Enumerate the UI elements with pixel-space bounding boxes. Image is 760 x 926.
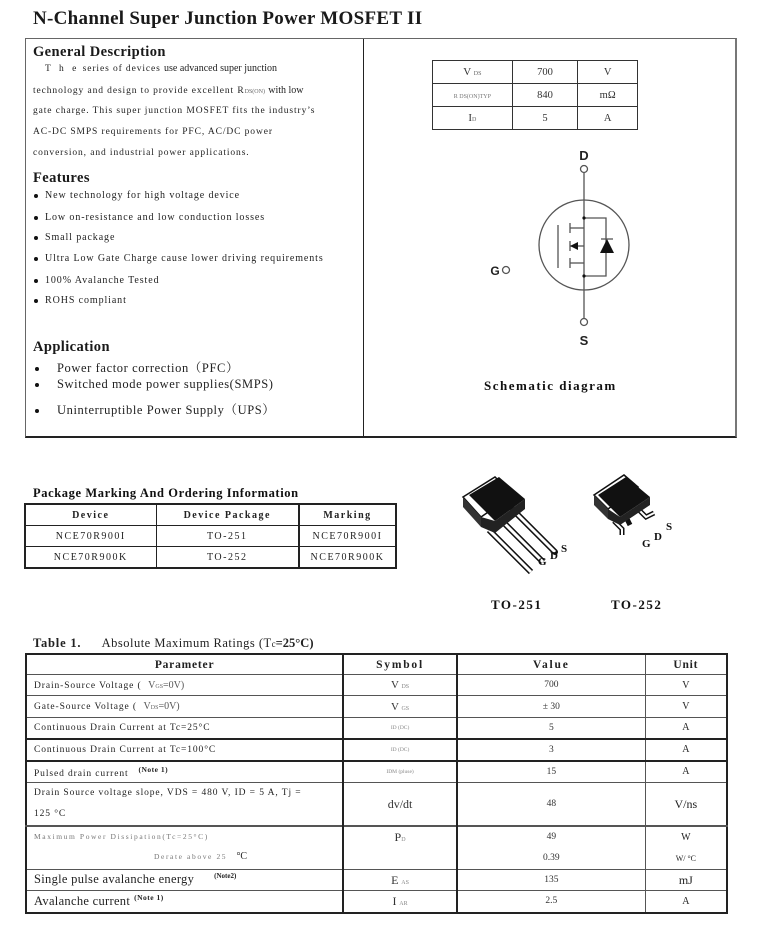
- bullet-icon: [34, 299, 38, 303]
- value-cell: 5: [457, 718, 645, 739]
- package-cell: TO-251: [156, 526, 299, 547]
- drain-terminal: [581, 166, 588, 173]
- spec-unit: mΩ: [578, 84, 638, 107]
- symbol-cell: dv/dt: [343, 783, 457, 827]
- note-ref: (Note2): [214, 872, 237, 881]
- general-description-heading: General Description: [33, 44, 166, 60]
- value-cell: 49 0.39: [457, 826, 645, 870]
- unit-cell: mJ: [645, 870, 727, 891]
- feature-text: ROHS compliant: [45, 295, 127, 306]
- bullet-icon: [34, 216, 38, 220]
- param-cell: Continuous Drain Current at Tc=100°C: [26, 739, 343, 761]
- table-row: [26, 826, 727, 870]
- spec-param: V DS: [433, 61, 513, 84]
- to251-package-image: [455, 465, 585, 575]
- to252-pin-s: S: [666, 521, 673, 533]
- features-heading: Features: [33, 170, 90, 186]
- mosfet-schematic: [470, 140, 670, 370]
- description-text: with low: [268, 85, 304, 96]
- spec-param: R DS(ON)TYP: [433, 84, 513, 107]
- table-number: Table 1.: [33, 636, 82, 650]
- feature-item: [34, 212, 265, 223]
- feature-text: Ultra Low Gate Charge cause lower driving requirements: [45, 253, 324, 264]
- description-line-1: [45, 63, 277, 74]
- param-cell: Avalanche current $^{(Note 1)}$: [26, 891, 343, 913]
- feature-text: Low on-resistance and low conduction losses: [45, 212, 266, 223]
- ordering-title: Package Marking And Ordering Information: [33, 486, 299, 500]
- note-ref: (Note 1): [134, 893, 164, 903]
- gate-terminal: [503, 267, 510, 274]
- table-row: [26, 696, 727, 718]
- marking-cell: NCE70R900K: [299, 547, 396, 569]
- description-text: technology and design to provide excellent R: [33, 86, 245, 96]
- table-row: [26, 761, 727, 783]
- bullet-icon: [35, 383, 39, 387]
- spec-row: [433, 84, 638, 107]
- table-header-row: [25, 504, 396, 526]
- bullet-icon: [34, 257, 38, 261]
- symbol-cell: PD: [343, 826, 457, 870]
- spec-row: [433, 61, 638, 84]
- ratings-title-text: Absolute Maximum Ratings (T: [101, 636, 272, 650]
- unit-cell: V: [645, 675, 727, 696]
- to252-label: TO-252: [611, 597, 663, 612]
- unit-cell: A: [645, 891, 727, 913]
- column-header: Parameter: [26, 654, 343, 675]
- feature-item: [34, 295, 127, 306]
- value-cell: 3: [457, 739, 645, 761]
- feature-text: New technology for high voltage device: [45, 190, 240, 201]
- param-cell: Gate-Source Voltage ( VDS=0V): [26, 696, 343, 718]
- ratings-title: [33, 636, 313, 651]
- application-item: [35, 400, 275, 418]
- to252-package-image: [590, 465, 680, 545]
- table-row: [26, 675, 727, 696]
- marking-cell: NCE70R900I: [299, 526, 396, 547]
- feature-item: [34, 232, 115, 243]
- ratings-title-sub: c: [271, 639, 276, 649]
- source-terminal: [581, 319, 588, 326]
- symbol-cell: I AR: [343, 891, 457, 913]
- feature-item: [34, 253, 324, 264]
- absolute-maximum-ratings-table: [25, 653, 728, 914]
- frame-divider: [363, 39, 364, 437]
- description-text: series of devices: [82, 64, 161, 74]
- pin-label-s: S: [579, 333, 589, 348]
- symbol-cell: IDM (pluse): [343, 761, 457, 783]
- symbol-cell: V DS: [343, 675, 457, 696]
- description-line-5: conversion, and industrial power applications.: [33, 148, 250, 158]
- column-header: Unit: [645, 654, 727, 675]
- spec-value: 840: [512, 84, 578, 107]
- table-row: [26, 870, 727, 891]
- to251-pin-g: G: [538, 556, 547, 568]
- unit-cell: A: [645, 761, 727, 783]
- table-row: [26, 891, 727, 913]
- to251-pin-s: S: [561, 543, 568, 555]
- bullet-icon: [34, 236, 38, 240]
- body-diode-icon: [600, 239, 614, 253]
- bullet-icon: [35, 409, 39, 413]
- unit-cell: A: [645, 718, 727, 739]
- spec-row: [433, 107, 638, 130]
- pin-label-d: D: [579, 148, 589, 163]
- param-cell: Single pulse avalanche energy $^{(Note2)}$: [26, 870, 343, 891]
- table-row: [26, 783, 727, 827]
- spec-unit: V: [578, 61, 638, 84]
- spec-param: ID: [433, 107, 513, 130]
- table-row: [25, 526, 396, 547]
- column-header: Marking: [299, 504, 396, 526]
- device-cell: NCE70R900K: [25, 547, 156, 569]
- application-item: [35, 358, 239, 376]
- value-cell: ± 30: [457, 696, 645, 718]
- spec-unit: A: [578, 107, 638, 130]
- unit-cell: A: [645, 739, 727, 761]
- table-row: [26, 718, 727, 739]
- unit-cell: V: [645, 696, 727, 718]
- column-header: Value: [457, 654, 645, 675]
- to252-pin-d: D: [654, 531, 662, 543]
- schematic-caption: Schematic diagram: [484, 378, 617, 393]
- param-cell: Drain-Source Voltage ( VGS=0V): [26, 675, 343, 696]
- param-cell: Maximum Power Dissipation(Tc=25°C) Derate above 25 °C: [26, 826, 343, 870]
- feature-text: Small package: [45, 232, 116, 243]
- description-line-3: gate charge. This super junction MOSFET fits the industry’s: [33, 106, 316, 116]
- value-cell: 2.5: [457, 891, 645, 913]
- symbol-cell: ID (DC): [343, 718, 457, 739]
- table-row: [26, 739, 727, 761]
- value-cell: 135: [457, 870, 645, 891]
- pin-label-g: G: [490, 264, 500, 278]
- ratings-title-temp: =25°C): [275, 636, 314, 650]
- note-ref: (Note 1): [138, 764, 169, 774]
- application-text: Power factor correction（PFC）: [57, 361, 240, 375]
- device-cell: NCE70R900I: [25, 526, 156, 547]
- value-cell: 700: [457, 675, 645, 696]
- table-header-row: [26, 654, 727, 675]
- unit-cell: V/ns: [645, 783, 727, 827]
- column-header: Device: [25, 504, 156, 526]
- rdson-subscript: DS(ON): [244, 89, 265, 95]
- ordering-table: [24, 503, 397, 569]
- column-header: Symbol: [343, 654, 457, 675]
- bullet-icon: [35, 367, 39, 371]
- page-title: N-Channel Super Junction Power MOSFET II: [33, 8, 423, 29]
- application-heading: Application: [33, 339, 110, 355]
- table-row: [25, 547, 396, 569]
- feature-item: [34, 275, 159, 286]
- application-text: Switched mode power supplies(SMPS): [57, 377, 274, 391]
- channel-arrow-icon: [570, 242, 578, 250]
- description-line-2: [33, 85, 304, 96]
- to251-pin-d: D: [550, 550, 558, 562]
- description-text: use advanced super junction: [164, 63, 278, 74]
- symbol-cell: E AS: [343, 870, 457, 891]
- bullet-icon: [34, 194, 38, 198]
- symbol-cell: ID (DC): [343, 739, 457, 761]
- feature-text: 100% Avalanche Tested: [45, 275, 160, 286]
- spec-value: 700: [512, 61, 578, 84]
- value-cell: 48: [457, 783, 645, 827]
- bullet-icon: [34, 279, 38, 283]
- application-item: [35, 377, 274, 392]
- key-spec-table: [432, 60, 638, 130]
- value-cell: 15: [457, 761, 645, 783]
- column-header: Device Package: [156, 504, 299, 526]
- description-spaced-word: T h e: [45, 64, 80, 74]
- param-cell: Pulsed drain current $^{(Note 1)}$: [26, 761, 343, 783]
- feature-item: [34, 190, 240, 201]
- description-line-4: AC-DC SMPS requirements for PFC, AC/DC power: [33, 127, 273, 137]
- param-cell: Continuous Drain Current at Tc=25°C: [26, 718, 343, 739]
- spec-value: 5: [512, 107, 578, 130]
- param-cell: Drain Source voltage slope, VDS = 480 V, ID = 5 A, Tj = 125 °C: [26, 783, 343, 827]
- symbol-cell: V GS: [343, 696, 457, 718]
- to252-pin-g: G: [642, 538, 651, 550]
- package-cell: TO-252: [156, 547, 299, 569]
- to251-label: TO-251: [491, 597, 543, 612]
- application-text: Uninterruptible Power Supply（UPS）: [57, 403, 276, 417]
- unit-cell: W W/ °C: [645, 826, 727, 870]
